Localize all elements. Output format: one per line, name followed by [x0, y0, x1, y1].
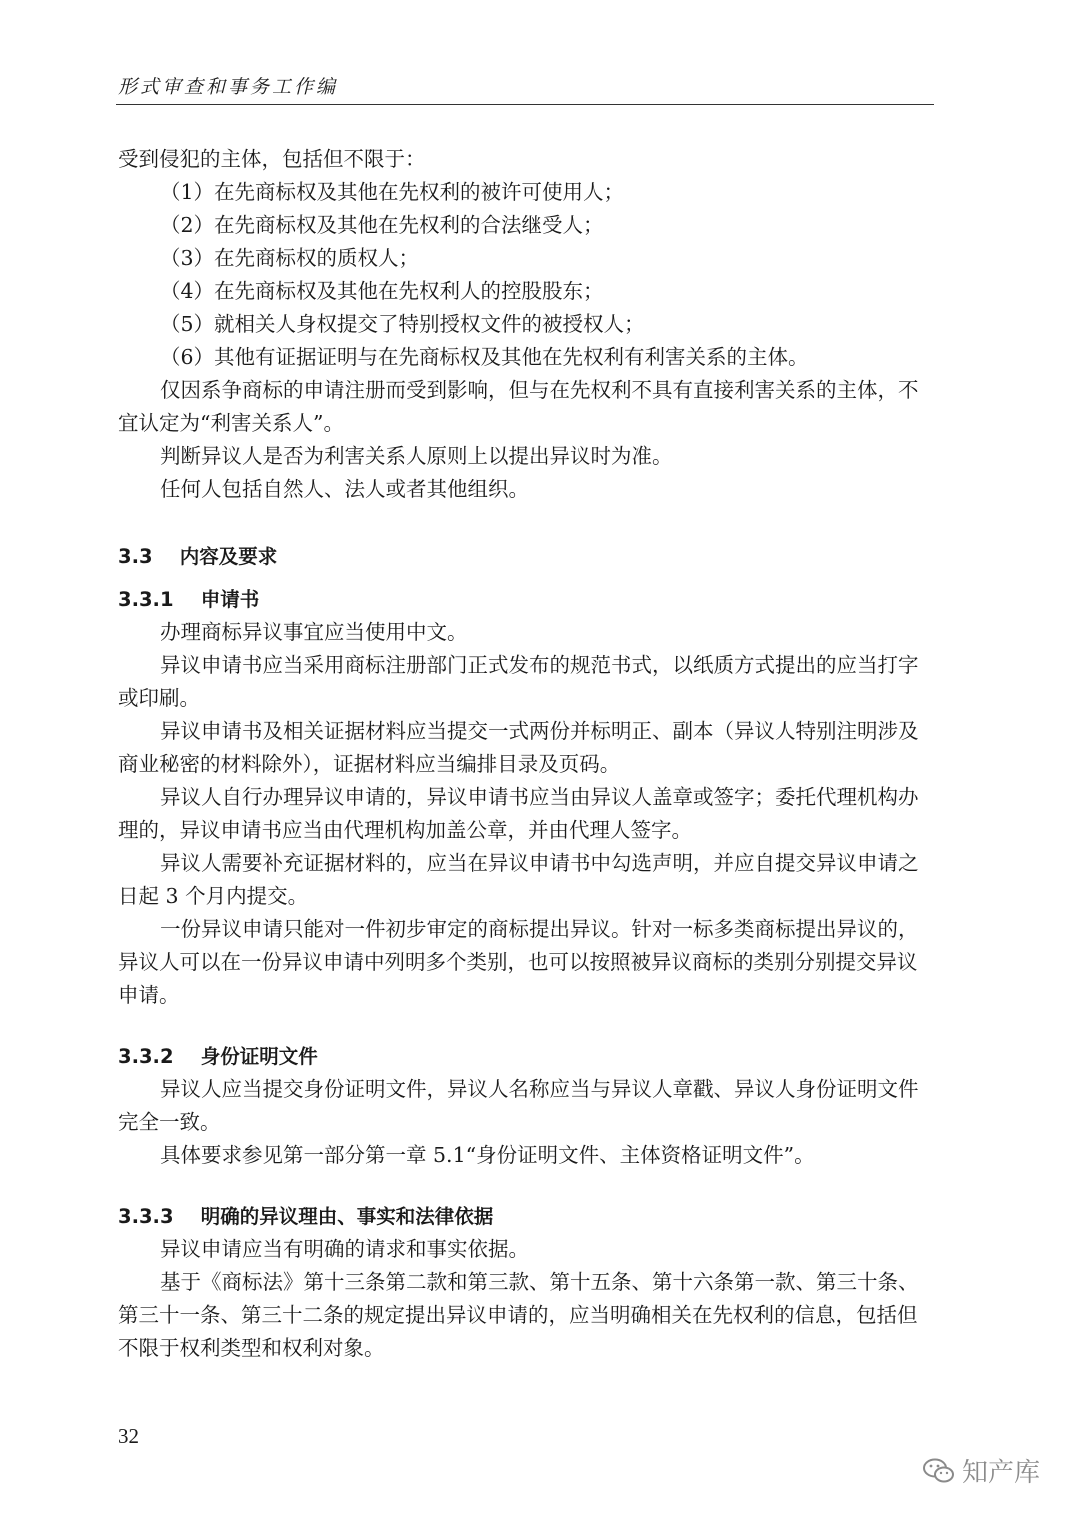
paragraph: 仅因系争商标的申请注册而受到影响，但与在先权利不具有直接利害关系的主体，不宜认定为“利害关系人”。 [118, 378, 919, 435]
section-number: 3.3.1 [118, 588, 174, 611]
list-item: （1）在先商标权及其他在先权利的被许可使用人； [160, 180, 625, 204]
watermark-text: 知产库 [962, 1458, 1041, 1488]
section-heading-3-3-1 [118, 583, 934, 616]
list-item: （4）在先商标权及其他在先权利人的控股股东； [160, 279, 604, 303]
section-title: 明确的异议理由、事实和法律依据 [200, 1205, 494, 1228]
section-title: 身份证明文件 [200, 1045, 318, 1068]
page-number: 32 [118, 1424, 139, 1448]
paragraph: 具体要求参见第一部分第一章 5.1“身份证明文件、主体资格证明文件”。 [160, 1143, 815, 1167]
paragraph: 基于《商标法》第十三条第二款和第三款、第十五条、第十六条第一款、第三十条、第三十一条、第三十二条的规定提出异议申请的，应当明确相关在先权利的信息，包括但不限于权利类型和权利对象。 [118, 1270, 919, 1360]
section-number: 3.3.3 [118, 1205, 174, 1228]
paragraph: 异议人应当提交身份证明文件，异议人名称应当与异议人章戳、异议人身份证明文件完全一致。 [118, 1077, 919, 1134]
watermark [922, 1452, 1040, 1489]
paragraph: 异议申请应当有明确的请求和事实依据。 [160, 1237, 529, 1261]
paragraph: 异议申请书应当采用商标注册部门正式发布的规范书式，以纸质方式提出的应当打字或印刷。 [118, 653, 919, 710]
section-heading-3-3-2 [118, 1040, 934, 1073]
paragraph: 任何人包括自然人、法人或者其他组织。 [160, 477, 529, 501]
section-title: 内容及要求 [179, 545, 278, 568]
header-rule [116, 104, 934, 105]
section-number: 3.3.2 [118, 1045, 174, 1068]
list-item: （6）其他有证据证明与在先商标权及其他在先权利有利害关系的主体。 [160, 345, 809, 369]
paragraph: 办理商标异议事宜应当使用中文。 [160, 620, 468, 644]
paragraph: 异议申请书及相关证据材料应当提交一式两份并标明正、副本（异议人特别注明涉及商业秘密的材料除外），证据材料应当编排目录及页码。 [118, 719, 919, 776]
list-item: （5）就相关人身权提交了特别授权文件的被授权人； [160, 312, 645, 336]
paragraph: 一份异议申请只能对一件初步审定的商标提出异议。针对一标多类商标提出异议的，异议人可以在一份异议申请中列明多个类别，也可以按照被异议商标的类别分别提交异议申请。 [118, 917, 919, 1007]
section-title: 申请书 [200, 588, 260, 611]
section-heading-3-3 [118, 540, 934, 573]
running-header: 形式审查和事务工作编 [118, 76, 339, 98]
wechat-icon [922, 1457, 956, 1485]
paragraph: 异议人自行办理异议申请的，异议申请书应当由异议人盖章或签字；委托代理机构办理的，异议申请书应当由代理机构加盖公章，并由代理人签字。 [118, 785, 919, 842]
page-body [118, 143, 934, 1365]
section-heading-3-3-3 [118, 1200, 934, 1233]
paragraph: 判断异议人是否为利害关系人原则上以提出异议时为准。 [160, 444, 673, 468]
paragraph: 异议人需要补充证据材料的，应当在异议申请书中勾选声明，并应自提交异议申请之日起 3 个月内提交。 [118, 851, 919, 908]
list-item: （3）在先商标权的质权人； [160, 246, 420, 270]
paragraph: 受到侵犯的主体，包括但不限于： [118, 147, 426, 171]
section-number: 3.3 [118, 545, 153, 568]
list-item: （2）在先商标权及其他在先权利的合法继受人； [160, 213, 604, 237]
